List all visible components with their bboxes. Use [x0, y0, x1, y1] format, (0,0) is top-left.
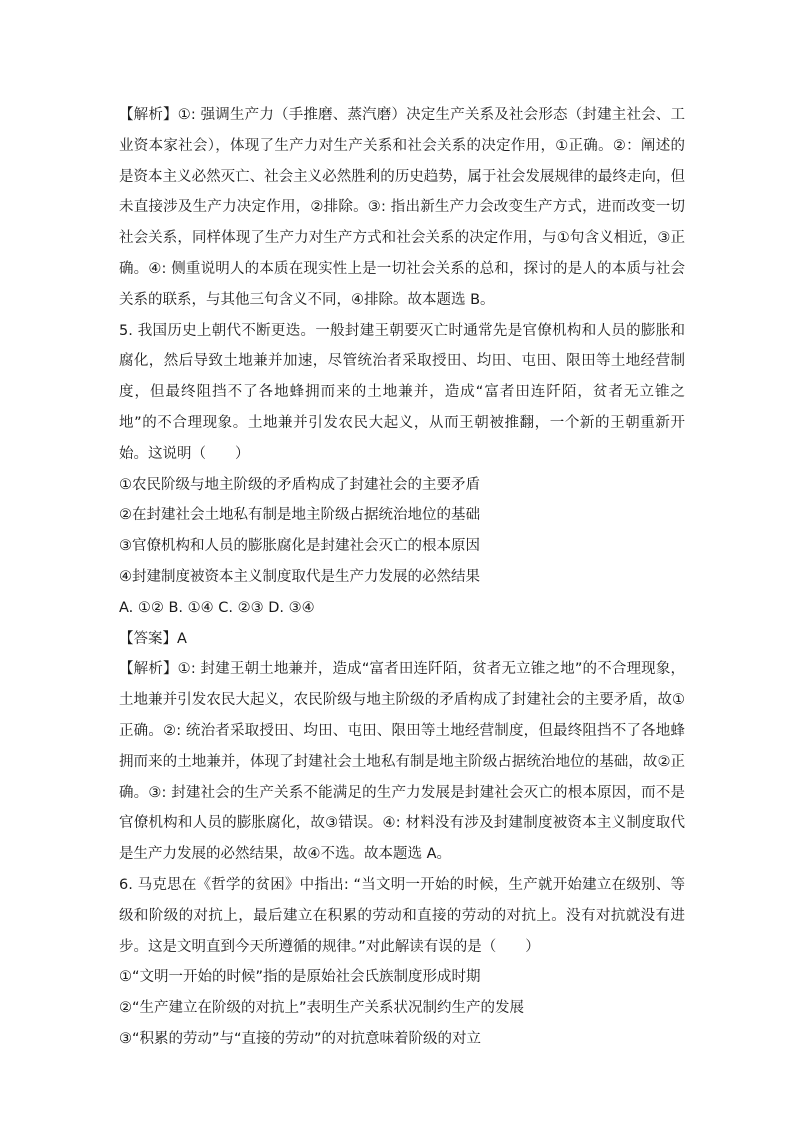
q5-statement-3: ③官僚机构和人员的膨胀腐化是封建社会灭亡的根本原因: [119, 538, 480, 555]
q5-statement-1: ①农民阶级与地主阶级的矛盾构成了封建社会的主要矛盾: [119, 476, 480, 493]
q5-options: A. ①② B. ①④ C. ②③ D. ③④: [119, 599, 315, 616]
analysis-q4: 【解析】①: 强调生产力（手推磨、蒸汽磨）决定生产关系及社会形态（封建主社会、工业资本家社会），体现了生产力对生产关系和社会关系的决定作用，①正确。②：阐述的是资本主义必然灭亡、社会主义必然胜利的历史趋势，属于社会发展规律的最终走向，但未直接涉及生产力决定作用，②排除。③: 指出新生产力会改变生产方式，进而改变一切社会关系，同样体现了生产力对生产方式和社会关系的决定作用，与①句含义相近，③正确。④: 侧重说明人的本质在现实性上是一切社会关系的总和，探讨的是人的本质与社会关系的联系，与其他三句含义不同，④排除。故本题选 B。: [119, 107, 685, 308]
analysis-q5: 【解析】①: 封建王朝土地兼并，造成“富者田连阡陌，贫者无立锥之地”的不合理现象，土地兼并引发农民大起义，农民阶级与地主阶级的矛盾构成了封建社会的主要矛盾，故①正确。②: 统治者采取授田、均田、屯田、限田等土地经营制度，但最终阻挡不了各地蜂拥而来的土地兼并，体现了封建社会土地私有制是地主阶级占据统治地位的基础，故②正确。③: 封建社会的生产关系不能满足的生产力发展是封建社会灭亡的根本原因，而不是官僚机构和人员的膨胀腐化，故③错误。④: 材料没有涉及封建制度被资本主义制度取代是生产力发展的必然结果，故④不选。故本题选 A。: [119, 661, 685, 863]
q6-statement-1: ①“文明一开始的时候”指的是原始社会氏族制度形成时期: [119, 969, 481, 986]
q6-statement-2: ②“生产建立在阶级的对抗上”表明生产关系状况制约生产的发展: [119, 1000, 525, 1017]
question-5-stem: 5. 我国历史上朝代不断更迭。一般封建王朝要灭亡时通常先是官僚机构和人员的膨胀和腐化，然后导致土地兼并加速，尽管统治者采取授田、均田、屯田、限田等土地经营制度，但最终阻挡不了各地蜂拥而来的土地兼并，造成“富者田连阡陌，贫者无立锥之地”的不合理现象。土地兼并引发农民大起义，从而王朝被推翻，一个新的王朝重新开始。这说明（ ）: [119, 322, 685, 462]
q5-statement-2: ②在封建社会土地私有制是地主阶级占据统治地位的基础: [119, 507, 480, 524]
q5-statement-4: ④封建制度被资本主义制度取代是生产力发展的必然结果: [119, 568, 480, 585]
q6-statement-3: ③“积累的劳动”与“直接的劳动”的对抗意味着阶级的对立: [119, 1030, 482, 1047]
document-body: [119, 100, 685, 1055]
question-6-stem: 6. 马克思在《哲学的贫困》中指出: “当文明一开始的时候，生产就开始建立在级别、等级和阶级的对抗上，最后建立在积累的劳动和直接的劳动的对抗上。没有对抗就没有进步。这是文明直到今天所遵循的规律。”对此解读有误的是（ ）: [119, 876, 685, 955]
q5-answer: 【答案】A: [119, 630, 187, 647]
